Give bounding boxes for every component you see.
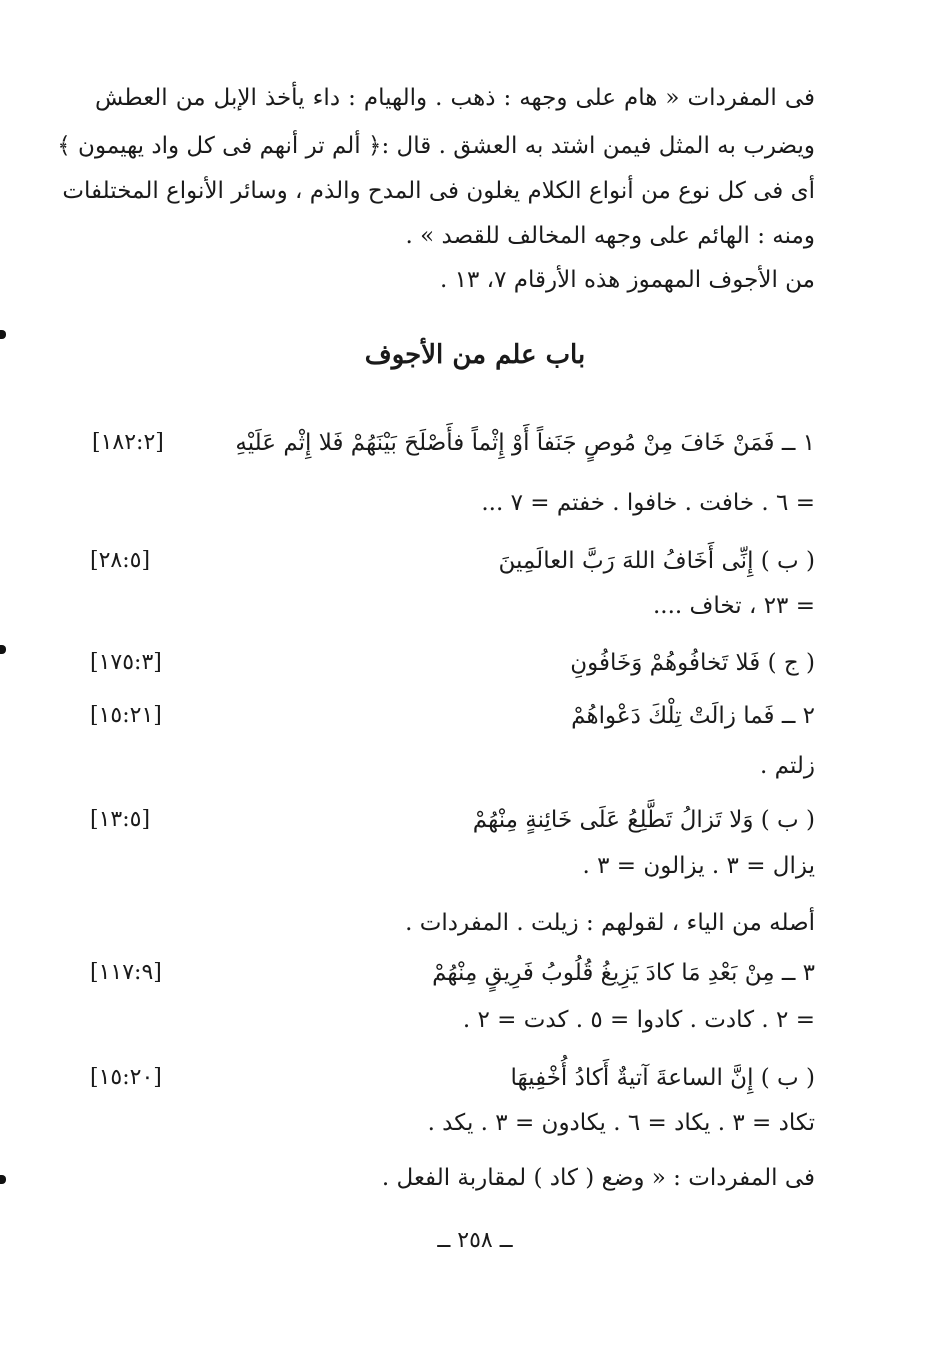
entry-verse-1: ١ ــ فَمَنْ خَافَ مِنْ مُوصٍ جَنَفاً أَوْ إِثْماً فأَصْلَحَ بَيْنَهُمْ فَلا إِثْم عَلَيْهِ (235, 430, 815, 456)
entry-ref-5: [١٣:٥] (90, 807, 151, 832)
entry-verse-4: ٢ ــ فَما زالَتْ تِلْكَ دَعْواهُمْ (571, 703, 815, 729)
chapter-heading: باب علم من الأجوف (364, 340, 586, 370)
intro-line-5: من الأجوف المهموز هذه الأرقام ٧، ١٣ . (440, 267, 815, 293)
entry-ref-2: [٢٨:٥] (90, 548, 151, 573)
entry-note-5: يزال = ٣ . يزالون = ٣ . (582, 853, 815, 879)
entry-verse-2: ( ب ) إِنِّى أَخَافُ اللهَ رَبَّ العالَمِينَ (498, 548, 815, 574)
entry-note-7b: فى المفردات : « وضع ( كاد ) لمقاربة الفعل . (381, 1165, 815, 1191)
intro-line-3: أى فى كل نوع من أنواع الكلام يغلون فى المدح والذم ، وسائر الأنواع المختلفات (62, 178, 815, 204)
entry-note-6: = ٢ . كادت . كادوا = ٥ . كدت = ٢ . (462, 1007, 815, 1033)
intro-line-2: ويضرب به المثل فيمن اشتد به العشق . قال :﴿ ألم تر أنهم فى كل واد يهيمون ﴾ (57, 133, 815, 159)
entry-ref-1: [١٨٢:٢] (92, 430, 164, 455)
entry-ref-4: [١٥:٢١] (90, 703, 162, 728)
entry-ref-7: [١٥:٢٠] (90, 1065, 162, 1090)
entry-verse-5: ( ب ) وَلا تَزالُ تَطَّلِعُ عَلَى خَائِنةٍ مِنْهُمْ (472, 807, 815, 833)
intro-line-4: ومنه : الهائم على وجهه المخالف للقصد » . (405, 223, 815, 249)
entry-verse-7: ( ب ) إِنَّ الساعةَ آتيةٌ أَكادُ أُخْفِيهَا (510, 1065, 815, 1091)
entry-note-4: زلتم . (760, 753, 815, 779)
entry-ref-6: [١١٧:٩] (90, 960, 162, 985)
intro-line-1: فى المفردات « هام على وجهه : ذهب . والهيام : داء يأخذ الإبل من العطش (95, 85, 815, 111)
page-number: ــ ٢٥٨ ــ (437, 1228, 513, 1253)
margin-mark (0, 645, 6, 654)
margin-mark (0, 330, 6, 339)
entry-verse-6: ٣ ــ مِنْ بَعْدِ مَا كادَ يَزِيغُ قُلُوبُ فَرِيقٍ مِنْهُمْ (432, 960, 815, 986)
entry-note-1: = ٦ . خافت . خافوا . خفتم = ٧ ... (481, 490, 815, 516)
entry-note-5b: أصله من الياء ، لقولهم : زيلت . المفردات . (405, 910, 815, 936)
entry-verse-3: ( ج ) فَلا تَخافُوهُمْ وَخَافُونِ (570, 650, 815, 676)
margin-mark (0, 1175, 6, 1184)
entry-ref-3: [١٧٥:٣] (90, 650, 162, 675)
entry-note-7: تكاد = ٣ . يكاد = ٦ . يكادون = ٣ . يكد . (427, 1110, 815, 1136)
entry-note-2: = ٢٣ ، تخاف .... (652, 593, 815, 619)
